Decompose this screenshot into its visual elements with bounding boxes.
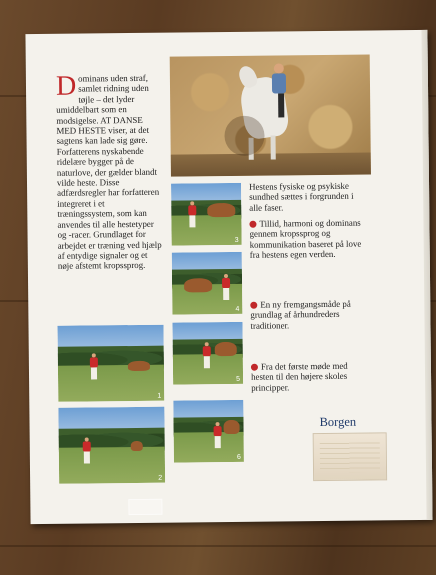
- shirt: [222, 278, 230, 288]
- photo-number: 3: [234, 236, 239, 244]
- shirt: [203, 346, 211, 356]
- book-edge: [421, 30, 432, 520]
- rider-head: [274, 63, 284, 73]
- shirt: [83, 441, 91, 451]
- intro-text-block: [55, 70, 162, 272]
- grass: [174, 432, 244, 462]
- brown-horse: [223, 420, 239, 434]
- bullet-item-3: [251, 361, 367, 393]
- photo-number: 1: [157, 392, 162, 400]
- photo-5: [172, 322, 243, 385]
- sticker-lines: [320, 442, 380, 473]
- legs: [223, 288, 229, 300]
- trainer: [188, 201, 196, 227]
- red-bullet-icon: [251, 364, 258, 371]
- grass: [171, 215, 241, 245]
- brown-horse: [215, 342, 237, 356]
- legs: [84, 451, 90, 463]
- bullet-text: Tillid, harmoni og dominans gennem kropssprog og kommunikation baseret på love fra hestens egen verden.: [249, 217, 362, 260]
- brown-horse: [128, 361, 150, 371]
- grass: [59, 446, 165, 484]
- legs: [204, 356, 210, 368]
- legs: [189, 215, 195, 227]
- bullet-item-2: [250, 299, 366, 331]
- red-bullet-icon: [250, 302, 257, 309]
- shirt: [188, 205, 196, 215]
- brown-horse: [131, 441, 143, 451]
- photo-2: [58, 407, 165, 484]
- brown-horse: [207, 203, 235, 217]
- book-back-cover: [25, 30, 432, 524]
- photo-4: [172, 252, 243, 315]
- rider-boot: [278, 93, 284, 117]
- horse-shadow: [224, 116, 264, 156]
- publisher-name: Borgen: [319, 414, 357, 430]
- horse-leg: [271, 136, 276, 160]
- photo-3: [171, 183, 242, 246]
- photo-number: 6: [236, 453, 241, 461]
- photo-number: 4: [235, 305, 240, 313]
- legs: [215, 436, 221, 448]
- shirt: [90, 357, 98, 367]
- photo-number: 5: [236, 375, 241, 383]
- shirt: [214, 426, 222, 436]
- trainer: [222, 274, 230, 300]
- trainer: [83, 437, 91, 463]
- rider-shirt: [272, 73, 286, 93]
- trainer: [90, 353, 98, 379]
- dropcap-letter: D: [55, 70, 77, 102]
- photo-number: 2: [158, 474, 163, 482]
- red-bullet-icon: [249, 221, 256, 228]
- trainer: [214, 422, 222, 448]
- tape-residue: [128, 499, 162, 515]
- intro-paragraph: ominans uden straf, samlet ridning uden tøjle – det lyder umiddelbart som en modsigelse. AT DANSE MED HESTE viser, at det sagtens kan lade sig gøre. Forfatterens nyskabende ridelære bygger på de naturlove, der gælder blandt vilde heste. Disse adfærdsregler har forfatteren integreret i et træningssystem, som kan anvendes til alle hestetyper og -racer. Grundlaget for arbejdet er træning ved hjælp af entydige signaler og et nøje afstemt kropssprog.: [56, 72, 162, 272]
- brown-horse: [184, 278, 212, 292]
- wood-grain: [0, 545, 436, 547]
- bullet-text: Fra det første møde med hesten til den højere skoles principper.: [250, 360, 348, 393]
- bullet-text: En ny fremgangsmåde på grundlag af århundreders traditioner.: [250, 298, 351, 331]
- bullet-item-1: [249, 218, 365, 261]
- photo-6: [173, 400, 244, 463]
- price-sticker-residue: [313, 432, 387, 481]
- photo-1: [58, 325, 165, 402]
- legs: [91, 367, 97, 379]
- main-photo-rider-white-horse: [170, 55, 371, 177]
- trainer: [203, 342, 211, 368]
- right-intro-text: Hestens fysiske og psykiske sundhed sættes i forgrunden i alle faser.: [249, 180, 354, 213]
